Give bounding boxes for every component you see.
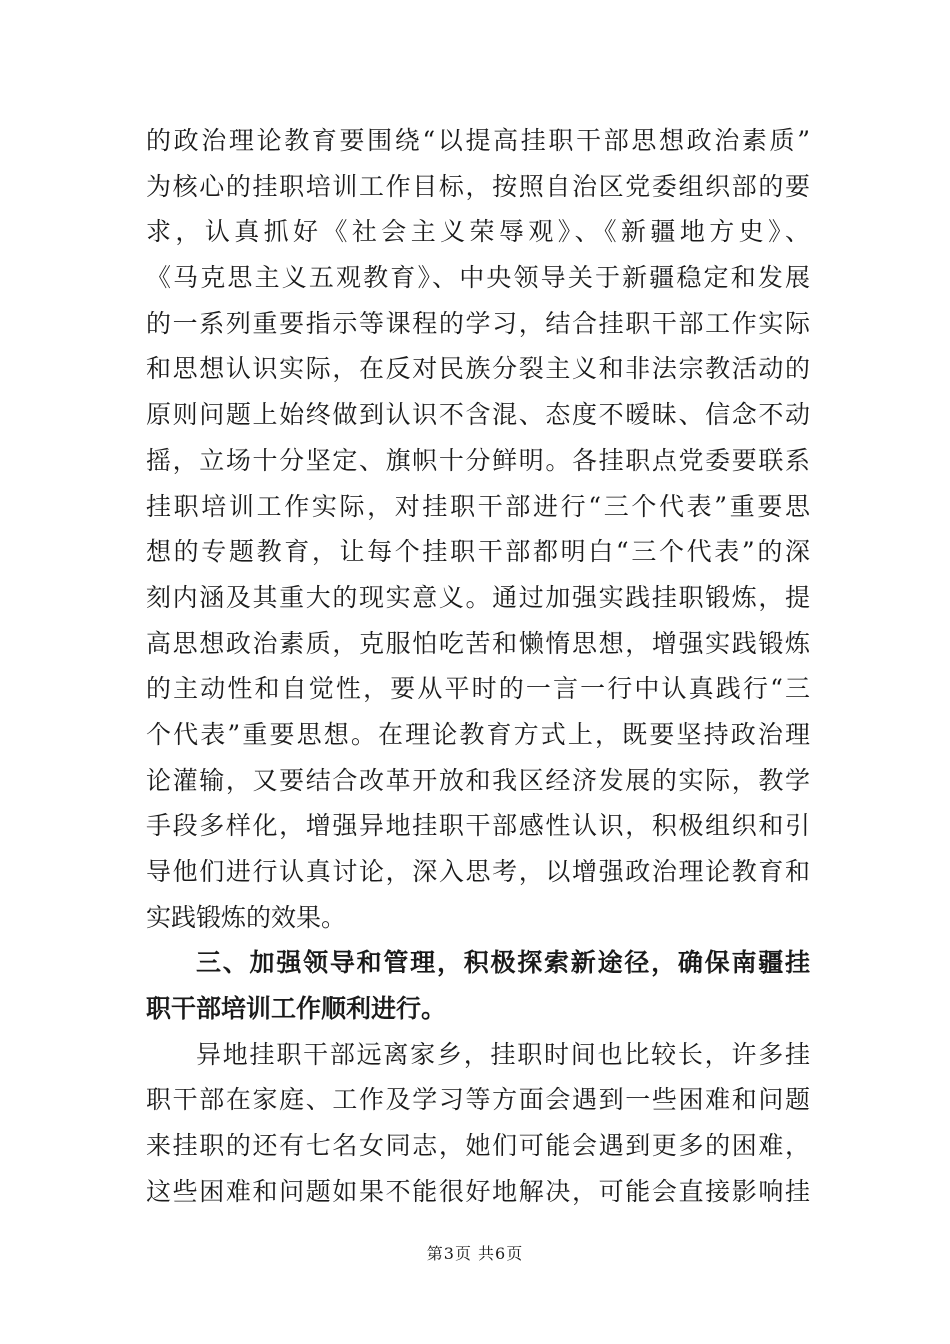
document-body xyxy=(146,118,810,1215)
text-line: 的主动性和自觉性，要从平时的一言一行中认真践行“三 xyxy=(146,674,810,704)
text-line: 想的专题教育，让每个挂职干部都明白“三个代表”的深 xyxy=(146,537,810,567)
text-line: 为核心的挂职培训工作目标，按照自治区党委组织部的要 xyxy=(146,171,810,201)
text-line: 原则问题上始终做到认识不含混、态度不暧昧、信念不动 xyxy=(146,400,810,430)
text-line: 来挂职的还有七名女同志，她们可能会遇到更多的困难， xyxy=(146,1131,810,1161)
text-line: 的一系列重要指示等课程的学习，结合挂职干部工作实际 xyxy=(146,308,810,338)
text-line: 摇，立场十分坚定、旗帜十分鲜明。各挂职点党委要联系 xyxy=(146,445,810,475)
text-line: 高思想政治素质，克服怕吃苦和懒惰思想，增强实践锻炼 xyxy=(146,628,810,658)
text-line: 和思想认识实际，在反对民族分裂主义和非法宗教活动的 xyxy=(146,354,810,384)
text-line: 挂职培训工作实际，对挂职干部进行“三个代表”重要思 xyxy=(146,491,810,521)
page-number-footer: 第3页 共6页 xyxy=(426,1244,524,1263)
text-line: 异地挂职干部远离家乡，挂职时间也比较长，许多挂 xyxy=(196,1039,810,1069)
text-line: 实践锻炼的效果。 xyxy=(146,902,347,932)
text-line: 导他们进行认真讨论，深入思考，以增强政治理论教育和 xyxy=(146,857,810,886)
text-line: 《马克思主义五观教育》、中央领导关于新疆稳定和发展 xyxy=(146,263,810,293)
text-line: 刻内涵及其重大的现实意义。通过加强实践挂职锻炼，提 xyxy=(146,582,810,612)
text-line: 职干部在家庭、工作及学习等方面会遇到一些困难和问题 xyxy=(146,1085,810,1115)
text-line: 的政治理论教育要围绕“以提高挂职干部思想政治素质” xyxy=(146,126,810,155)
section-heading: 三、加强领导和管理，积极探索新途径，确保南疆挂 xyxy=(196,948,810,978)
text-line: 求，认真抓好《社会主义荣辱观》、《新疆地方史》、 xyxy=(146,217,810,247)
text-line: 手段多样化，增强异地挂职干部感性认识，积极组织和引 xyxy=(146,811,810,841)
text-line: 这些困难和问题如果不能很好地解决，可能会直接影响挂 xyxy=(146,1176,810,1206)
text-line: 个代表”重要思想。在理论教育方式上，既要坚持政治理 xyxy=(146,719,810,749)
text-line: 论灌输，又要结合改革开放和我区经济发展的实际，教学 xyxy=(146,765,810,795)
section-heading-continued: 职干部培训工作顺利进行。 xyxy=(146,994,447,1024)
